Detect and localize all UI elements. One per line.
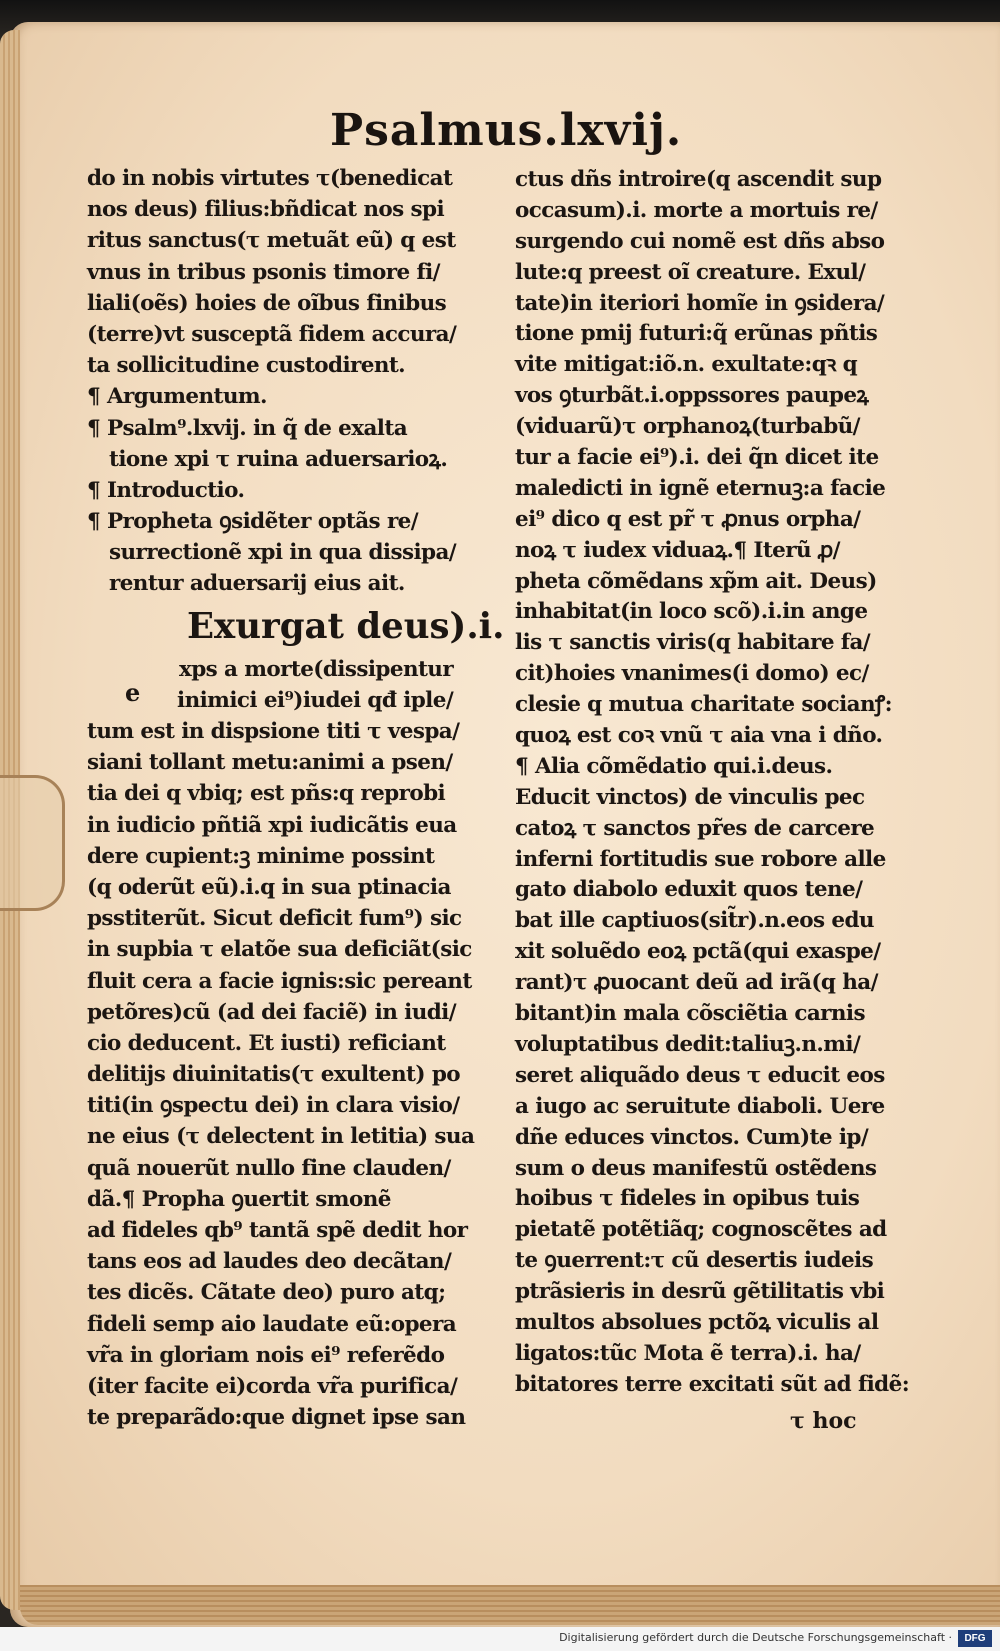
text-line: ligatos:tũc Mota ẽ terra).i. ha/ bbox=[515, 1340, 861, 1366]
left-column-after-cap bbox=[87, 654, 507, 716]
psalm-incipit: Exurgat deus).i. bbox=[187, 605, 505, 647]
page-edge-bottom bbox=[20, 1585, 1000, 1625]
text-line: surrectionẽ xpi in qua dissipa/ bbox=[109, 540, 457, 566]
text-line: ¶ Alia cõmẽdatio qui.i.deus. bbox=[515, 753, 833, 779]
text-line: ¶ Psalm⁹.lxvij. in q̃ de exalta bbox=[87, 415, 408, 441]
text-line: ritus sanctus(τ metuãt eũ) q est bbox=[87, 228, 456, 254]
text-line: (viduarũ)τ orphanoꝝ(turbabũ/ bbox=[515, 414, 860, 440]
text-line: clesie q mutua charitate socianꝭ: bbox=[515, 692, 892, 718]
text-line: psstiterũt. Sicut deficit fum⁹) sic bbox=[87, 906, 462, 932]
text-line: pheta cõmẽdans xp̃m ait. Deus) bbox=[515, 568, 877, 594]
text-line: dã.¶ Propha ꝯuertit smonẽ bbox=[87, 1186, 391, 1212]
text-line: tes dicẽs. Cãtate deo) puro atq; bbox=[87, 1280, 446, 1306]
text-line: dñe educes vinctos. Cum)te ip/ bbox=[515, 1124, 869, 1150]
text-line: surgendo cui nomẽ est dñs abso bbox=[515, 228, 885, 254]
text-line: liali(oẽs) hoies de oĩbus finibus bbox=[87, 290, 447, 316]
text-line: Educit vinctos) de vinculis pec bbox=[515, 784, 865, 810]
text-line: tur a facie ei⁹).i. dei q̃n dicet ite bbox=[515, 445, 879, 471]
text-line: tum est in dispsione titi τ vespa/ bbox=[87, 719, 460, 744]
text-line: bat ille captiuos(sit̃r).n.eos edu bbox=[515, 908, 874, 934]
text-line: rentur aduersarij eius ait. bbox=[109, 571, 405, 597]
section-heading: ¶ Argumentum. bbox=[87, 384, 267, 410]
text-line: vos ꝯturbãt.i.oppssores paupeꝝ bbox=[515, 383, 869, 409]
text-line: te preparãdo:que dignet ipse san bbox=[87, 1405, 466, 1431]
text-line: inferni fortitudis sue robore alle bbox=[515, 846, 886, 872]
text-line: lis τ sanctis viris(q habitare fa/ bbox=[515, 630, 871, 656]
text-line: inhabitat(in loco scõ).i.in ange bbox=[515, 599, 868, 625]
text-line: multos absolues pctõꝝ viculis al bbox=[515, 1309, 879, 1335]
text-line: tione pmij futuri:q̃ erũnas pñtis bbox=[515, 321, 878, 347]
text-line: fideli semp aio laudate eũ:opera bbox=[87, 1311, 457, 1337]
text-line: nos deus) filius:bñdicat nos spi bbox=[87, 197, 445, 223]
text-line: lute:q preest oĩ creature. Exul/ bbox=[515, 259, 866, 285]
text-line: pietatẽ potẽtiãq; cognoscẽtes ad bbox=[515, 1217, 887, 1243]
text-line: in supbia τ elatõe sua deficiãt(sic bbox=[87, 937, 472, 963]
text-line: petõres)cũ (ad dei faciẽ) in iudi/ bbox=[87, 999, 456, 1025]
text-line: rant)τ ꝓuocant deũ ad irã(q ha/ bbox=[515, 970, 878, 996]
text-line: bitatores terre excitati sũt ad fidẽ: bbox=[515, 1371, 910, 1397]
text-line: (iter facite ei)corda vr̃a purifica/ bbox=[87, 1373, 458, 1399]
text-line: (terre)vt susceptã fidem accura/ bbox=[87, 321, 457, 347]
text-line: xit soluẽdo eoꝝ pctã(qui exaspe/ bbox=[515, 939, 881, 965]
text-line: siani tollant metu:animi a psen/ bbox=[87, 750, 453, 776]
catchword: τ hoc bbox=[790, 1408, 857, 1434]
text-line: dere cupient:ꝫ minime possint bbox=[87, 843, 435, 869]
footer-bar bbox=[0, 1627, 1000, 1651]
text-line: vnus in tribus psonis timore fi/ bbox=[87, 259, 440, 285]
text-line: ptrãsieris in desrũ gẽtilitatis vbi bbox=[515, 1279, 885, 1305]
left-column-bottom bbox=[87, 716, 507, 1433]
text-line: fluit cera a facie ignis:sic pereant bbox=[87, 968, 472, 994]
text-line: quoꝝ est coꝛ vnũ τ aia vna i dño. bbox=[515, 723, 883, 749]
text-line: tans eos ad laudes deo decãtan/ bbox=[87, 1249, 452, 1275]
text-line: vr̃a in gloriam nois ei⁹ referẽdo bbox=[87, 1342, 445, 1368]
text-line: noꝝ τ iudex viduaꝝ.¶ Iterũ ꝓ/ bbox=[515, 537, 840, 563]
text-line: do in nobis virtutes τ(benedicat bbox=[87, 166, 453, 191]
text-line: delitijs diuinitatis(τ exultent) po bbox=[87, 1062, 461, 1088]
page-clip-tab bbox=[0, 775, 65, 911]
text-line: vite mitigat:iõ.n. exultate:qꝛ q bbox=[515, 352, 858, 378]
text-line: seret aliquãdo deus τ educit eos bbox=[515, 1062, 885, 1088]
left-column bbox=[87, 163, 507, 1433]
text-line: a iugo ac seruitute diaboli. Uere bbox=[515, 1093, 885, 1119]
text-line: ne eius (τ delectent in letitia) sua bbox=[87, 1124, 475, 1150]
text-line: inimici ei⁹)iudei qđ iple/ bbox=[177, 687, 454, 713]
text-line: occasum).i. morte a mortuis re/ bbox=[515, 197, 878, 223]
text-line: catoꝝ τ sanctos pr̃es de carcere bbox=[515, 815, 875, 841]
text-line: in iudicio pñtiã xpi iudicãtis eua bbox=[87, 812, 457, 838]
right-column bbox=[515, 165, 930, 1401]
text-line: ctus dñs introire(q ascendit sup bbox=[515, 167, 882, 192]
text-line: tione xpi τ ruina aduersarioꝝ. bbox=[109, 446, 448, 472]
text-line: ¶ Propheta ꝯsidẽter optãs re/ bbox=[87, 509, 419, 535]
text-line: ta sollicitudine custodirent. bbox=[87, 353, 406, 379]
text-line: quã nouerũt nullo fine clauden/ bbox=[87, 1155, 451, 1181]
dfg-logo: DFG bbox=[958, 1630, 992, 1647]
text-line: bitant)in mala cõsciẽtia carnis bbox=[515, 1001, 865, 1027]
text-line: voluptatibus dedit:taliuꝫ.n.mi/ bbox=[515, 1031, 861, 1057]
text-line: tia dei q vbiq; est pñs:q reprobi bbox=[87, 781, 446, 807]
text-line: cio deducent. Et iusti) reficiant bbox=[87, 1030, 446, 1056]
drop-cap-letter: e bbox=[125, 678, 141, 707]
text-line: sum o deus manifestũ ostẽdens bbox=[515, 1155, 877, 1181]
text-line: titi(in ꝯspectu dei) in clara visio/ bbox=[87, 1093, 460, 1119]
text-line: ad fideles qb⁹ tantã spẽ dedit hor bbox=[87, 1218, 468, 1243]
text-line: cit)hoies vnanimes(i domo) ec/ bbox=[515, 661, 869, 687]
text-line: (q oderũt eũ).i.q in sua ptinacia bbox=[87, 874, 451, 900]
text-line: gato diabolo eduxit quos tene/ bbox=[515, 877, 863, 903]
page-header-title: Psalmus.lxvij. bbox=[330, 105, 683, 156]
funding-credit: Digitalisierung gefördert durch die Deutsche Forschungsgemeinschaft · bbox=[559, 1631, 952, 1644]
text-line: ei⁹ dico q est pr̃ τ ꝓnus orpha/ bbox=[515, 506, 861, 532]
text-line: tate)in iteriori homĩe in ꝯsidera/ bbox=[515, 290, 885, 316]
section-heading: ¶ Introductio. bbox=[87, 477, 245, 503]
text-line: maledicti in ignẽ eternuꝫ:a facie bbox=[515, 475, 886, 501]
text-line: te ꝯuerrent:τ cũ desertis iudeis bbox=[515, 1248, 874, 1274]
text-line: xps a morte(dissipentur bbox=[179, 656, 454, 682]
left-column-top bbox=[87, 163, 507, 600]
text-line: hoibus τ fideles in opibus tuis bbox=[515, 1186, 860, 1212]
